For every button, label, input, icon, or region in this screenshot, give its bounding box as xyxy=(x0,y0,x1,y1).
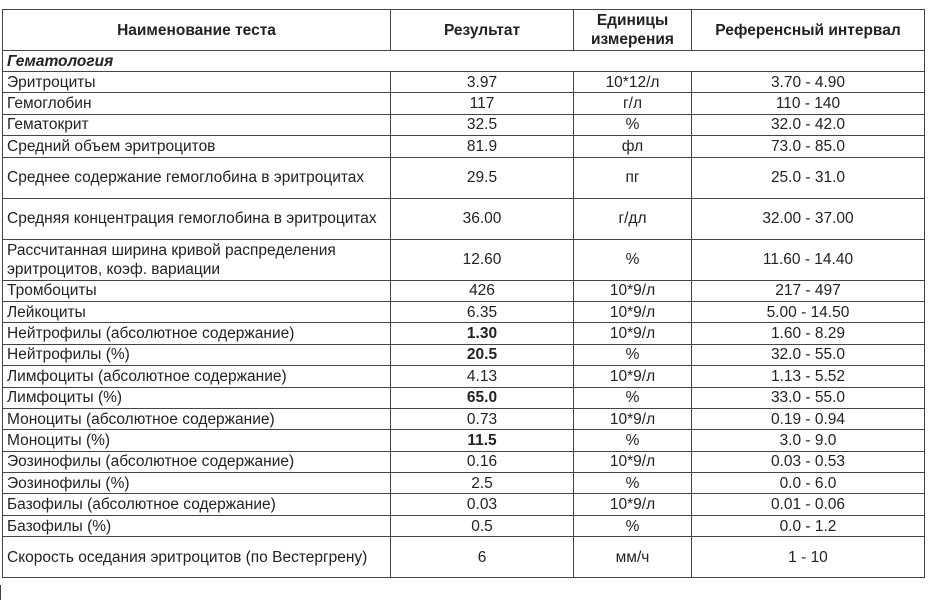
table-row xyxy=(3,114,925,135)
test-name: Тромбоциты xyxy=(3,280,391,301)
test-name: Нейтрофилы (%) xyxy=(3,344,391,365)
test-name: Базофилы (%) xyxy=(3,515,391,536)
test-result: 117 xyxy=(391,93,574,114)
test-reference: 25.0 - 31.0 xyxy=(692,157,925,198)
test-name: Моноциты (%) xyxy=(3,430,391,451)
table-header-row xyxy=(3,10,925,51)
test-result: 12.60 xyxy=(391,239,574,280)
table-row xyxy=(3,344,925,365)
table-row xyxy=(3,301,925,322)
lab-results-sheet xyxy=(2,9,924,578)
test-name: Моноциты (абсолютное содержание) xyxy=(3,408,391,429)
table-row xyxy=(3,93,925,114)
test-reference: 1.13 - 5.52 xyxy=(692,366,925,387)
test-reference: 0.0 - 1.2 xyxy=(692,515,925,536)
test-name: Средняя концентрация гемоглобина в эритроцитах xyxy=(3,198,391,239)
test-name: Эозинофилы (%) xyxy=(3,473,391,494)
section-title: Гематология xyxy=(3,51,925,72)
table-row xyxy=(3,280,925,301)
test-name: Лимфоциты (абсолютное содержание) xyxy=(3,366,391,387)
test-unit: 10*9/л xyxy=(574,280,692,301)
test-result: 0.73 xyxy=(391,408,574,429)
test-reference: 1 - 10 xyxy=(692,537,925,578)
test-result: 32.5 xyxy=(391,114,574,135)
test-result: 3.97 xyxy=(391,72,574,93)
test-unit: % xyxy=(574,344,692,365)
test-unit: 10*9/л xyxy=(574,408,692,429)
test-name: Гематокрит xyxy=(3,114,391,135)
table-row xyxy=(3,387,925,408)
table-row xyxy=(3,323,925,344)
table-row xyxy=(3,515,925,536)
table-row xyxy=(3,366,925,387)
header-test-name: Наименование теста xyxy=(3,10,391,51)
test-reference: 1.60 - 8.29 xyxy=(692,323,925,344)
test-reference: 0.0 - 6.0 xyxy=(692,473,925,494)
test-unit: % xyxy=(574,114,692,135)
test-unit: г/дл xyxy=(574,198,692,239)
test-reference: 32.0 - 55.0 xyxy=(692,344,925,365)
test-unit: % xyxy=(574,387,692,408)
test-reference: 32.0 - 42.0 xyxy=(692,114,925,135)
test-reference: 11.60 - 14.40 xyxy=(692,239,925,280)
test-result: 29.5 xyxy=(391,157,574,198)
test-result xyxy=(391,430,574,451)
test-reference: 73.0 - 85.0 xyxy=(692,136,925,157)
table-row xyxy=(3,451,925,472)
header-units: Единицы измерения xyxy=(574,10,692,51)
test-name: Скорость оседания эритроцитов (по Вестергрену) xyxy=(3,537,391,578)
test-name: Рассчитанная ширина кривой распределения эритроцитов, коэф. вариации xyxy=(3,239,391,280)
test-result: 0.03 xyxy=(391,494,574,515)
table-row xyxy=(3,430,925,451)
test-result: 0.5 xyxy=(391,515,574,536)
test-result xyxy=(391,344,574,365)
test-unit: % xyxy=(574,430,692,451)
test-reference: 0.01 - 0.06 xyxy=(692,494,925,515)
test-result-flagged: 11.5 xyxy=(467,431,497,449)
test-unit: 10*9/л xyxy=(574,494,692,515)
test-unit: 10*9/л xyxy=(574,323,692,344)
test-name: Нейтрофилы (абсолютное содержание) xyxy=(3,323,391,344)
test-reference: 5.00 - 14.50 xyxy=(692,301,925,322)
test-reference: 110 - 140 xyxy=(692,93,925,114)
test-unit: мм/ч xyxy=(574,537,692,578)
test-reference: 3.0 - 9.0 xyxy=(692,430,925,451)
header-result: Результат xyxy=(391,10,574,51)
header-reference: Референсный интервал xyxy=(692,10,925,51)
test-result: 6 xyxy=(391,537,574,578)
table-row xyxy=(3,198,925,239)
test-result-flagged: 1.30 xyxy=(466,325,498,343)
test-result xyxy=(391,323,574,344)
test-name: Эозинофилы (абсолютное содержание) xyxy=(3,451,391,472)
test-unit: % xyxy=(574,515,692,536)
test-result-flagged: 65.0 xyxy=(466,389,498,407)
table-row xyxy=(3,239,925,280)
test-result: 2.5 xyxy=(391,473,574,494)
lab-results-table xyxy=(2,9,925,578)
test-result: 36.00 xyxy=(391,198,574,239)
table-row xyxy=(3,494,925,515)
test-unit: 10*9/л xyxy=(574,366,692,387)
table-row xyxy=(3,408,925,429)
table-row xyxy=(3,473,925,494)
test-unit: фл xyxy=(574,136,692,157)
test-reference: 0.03 - 0.53 xyxy=(692,451,925,472)
test-result: 0.16 xyxy=(391,451,574,472)
page-edge-rule xyxy=(0,585,1,600)
test-reference: 3.70 - 4.90 xyxy=(692,72,925,93)
table-row xyxy=(3,537,925,578)
table-row xyxy=(3,136,925,157)
test-result: 4.13 xyxy=(391,366,574,387)
test-unit: % xyxy=(574,239,692,280)
test-unit: 10*9/л xyxy=(574,451,692,472)
table-row xyxy=(3,157,925,198)
test-reference: 0.19 - 0.94 xyxy=(692,408,925,429)
test-unit: % xyxy=(574,473,692,494)
test-name: Эритроциты xyxy=(3,72,391,93)
test-name: Базофилы (абсолютное содержание) xyxy=(3,494,391,515)
test-unit: 10*12/л xyxy=(574,72,692,93)
test-name: Гемоглобин xyxy=(3,93,391,114)
test-name: Лейкоциты xyxy=(3,301,391,322)
test-unit: г/л xyxy=(574,93,692,114)
test-reference: 217 - 497 xyxy=(692,280,925,301)
test-name: Лимфоциты (%) xyxy=(3,387,391,408)
test-unit: 10*9/л xyxy=(574,301,692,322)
test-reference: 33.0 - 55.0 xyxy=(692,387,925,408)
test-result xyxy=(391,387,574,408)
section-row xyxy=(3,51,925,72)
test-result: 6.35 xyxy=(391,301,574,322)
test-name: Средний объем эритроцитов xyxy=(3,136,391,157)
test-unit: пг xyxy=(574,157,692,198)
test-result: 81.9 xyxy=(391,136,574,157)
test-result-flagged: 20.5 xyxy=(466,346,498,364)
test-name: Среднее содержание гемоглобина в эритроцитах xyxy=(3,157,391,198)
test-reference: 32.00 - 37.00 xyxy=(692,198,925,239)
table-row xyxy=(3,72,925,93)
test-result: 426 xyxy=(391,280,574,301)
